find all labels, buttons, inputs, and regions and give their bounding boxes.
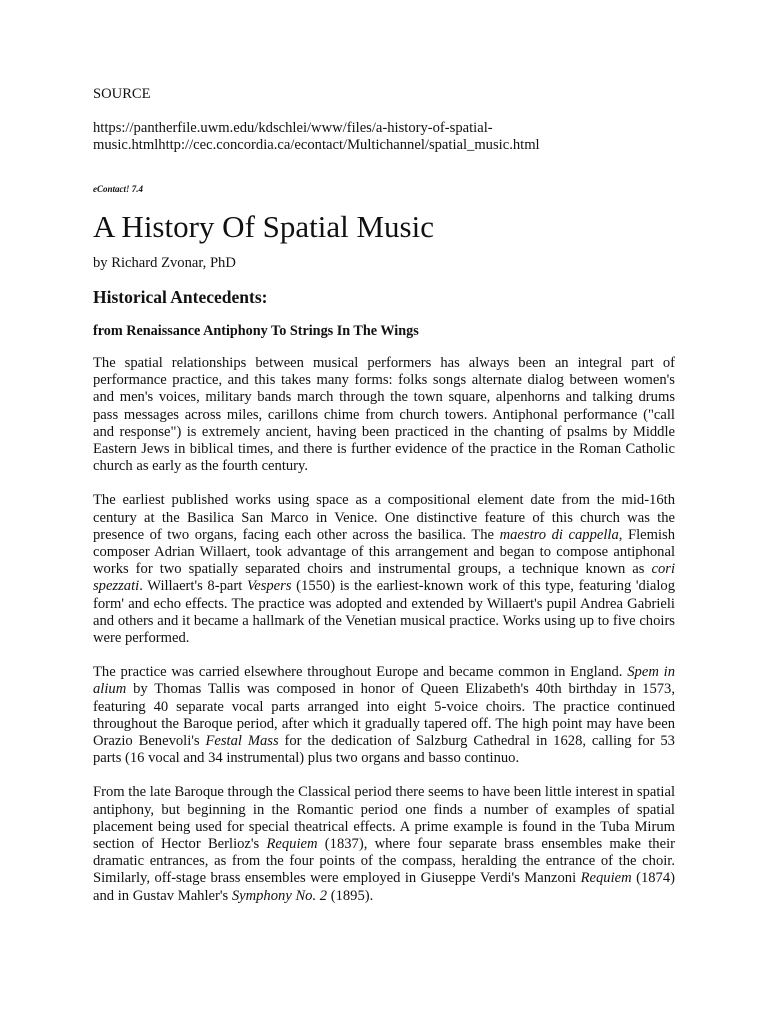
paragraph-text: The earliest published works using space as a compositional element date from the mid-16th century at the Basilica San Marco in Venice. One distinctive feature of this church was the presence of two organs, facing each other across the basilica. The <box>93 492 675 543</box>
source-urls: https://pantherfile.uwm.edu/kdschlei/www/files/a-history-of-spatial-music.htmlhttp://cec.concordia.ca/econtact/Multichannel/spatial_music.html <box>93 120 540 153</box>
paragraph-text: (1874) and in Gustav Mahler's <box>93 870 675 904</box>
paragraph-text: by Thomas Tallis was composed in honor of Queen Elizabeth's 40th birthday in 1573, featuring 40 separate vocal parts arranged into eight 5-voice choirs. The practice continued throughout the Baroque period, after which it gradually tapered off. The high point may have been Orazio Benevoli's <box>93 681 675 750</box>
italic-title-text: Symphony No. 2 <box>231 887 328 904</box>
sub-heading: from Renaissance Antiphony To Strings In The Wings <box>93 323 419 339</box>
author-byline: by Richard Zvonar, PhD <box>93 255 236 271</box>
italic-title-text: maestro di cappella <box>499 526 619 543</box>
body-paragraph <box>93 784 675 904</box>
body-paragraph <box>93 492 675 647</box>
body-text <box>93 355 675 905</box>
document-title: A History Of Spatial Music <box>93 209 434 244</box>
paragraph-text: (1550) is the earliest-known work of this type, featuring 'dialog form' and echo effects. The practice was adopted and extended by Willaert's pupil Andrea Gabrieli and others and it became a hallmark of the Venetian musical practice. Works using up to five choirs were performed. <box>93 578 675 647</box>
italic-title-text: Spem in alium <box>93 664 675 698</box>
body-paragraph <box>93 355 675 475</box>
italic-title-text: Vespers <box>246 578 292 595</box>
paragraph-text: . Willaert's 8-part <box>139 578 247 595</box>
source-label: SOURCE <box>93 86 151 102</box>
paragraph-text: From the late Baroque through the Classical period there seems to have been little interest in spatial antiphony, but beginning in the Romantic period one finds a number of examples of spatial placement being used for special theatrical effects. A prime example is found in the Tuba Mirum section of Hector Berlioz's <box>93 784 675 853</box>
italic-title-text: cori spezzati <box>93 561 675 595</box>
paragraph-text: The spatial relationships between musical performers has always been an integral part of performance practice, and this takes many forms: folks songs alternate dialog between women's and men's voices, military bands march through the town square, alpenhorns and talking drums pass messages across miles, carillons chime from church towers. Antiphonal performance ("call and response") is extremely ancient, having been practiced in the chanting of psalms by Middle Eastern Jews in biblical times, and there is further evidence of the practice in the Roman Catholic church as early as the fourth century. <box>93 355 675 475</box>
paragraph-text: (1837), where four separate brass ensembles make their dramatic entrances, as from the four points of the compass, heralding the entrance of the choir. Similarly, off-stage brass ensembles were employed in Giuseppe Verdi's Manzoni <box>93 836 675 887</box>
section-heading: Historical Antecedents: <box>93 287 268 307</box>
italic-title-text: Requiem <box>580 870 632 887</box>
issue-label: eContact! 7.4 <box>93 184 144 194</box>
paragraph-text: The practice was carried elsewhere throughout Europe and became common in England. <box>93 664 628 681</box>
italic-title-text: Festal Mass <box>205 733 279 750</box>
paragraph-text: (1895). <box>327 887 374 904</box>
paragraph-text: for the dedication of Salzburg Cathedral in 1628, calling for 53 parts (16 vocal and 34 instrumental) plus two organs and basso continuo. <box>93 733 675 767</box>
body-paragraph <box>93 664 675 767</box>
italic-title-text: Requiem <box>266 836 318 853</box>
document-page <box>93 86 675 922</box>
paragraph-text: , Flemish composer Adrian Willaert, took advantage of this arrangement and began to compose antiphonal works for two spatially separated choirs and instrumental groups, a technique known as <box>93 526 675 578</box>
